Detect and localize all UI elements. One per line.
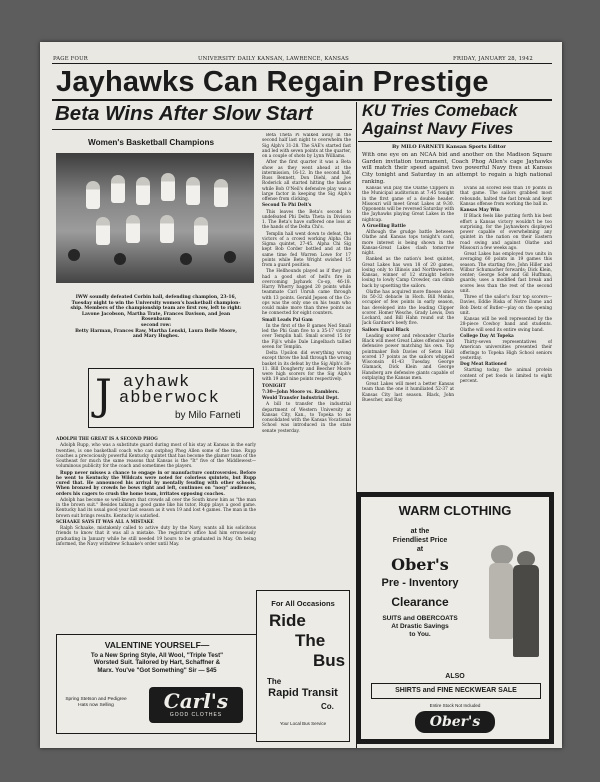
couple-illustration	[485, 541, 543, 663]
ad-copy-line: Worsted Suit. Tailored by Hart, Schaffner &	[93, 659, 221, 667]
paragraph: Great Lakes has employed two units in averaging 60 points in 19 games this season. The starting five, John Hiller and Wilbur Schumacher forwards; Dick Klein, center; George Sobe and Gil Huffman, guards; uses a modified fast break and scores less than the rest of the second unit.	[460, 252, 552, 294]
player-figure	[136, 177, 150, 205]
rt-the-2: The	[267, 677, 282, 686]
paragraph: Kansas will play the Olathe Clippers in the Municipal auditorium at 7:45 tonight in the first game of a double header. Missouri will meet Great Lakes at 9:30. Opponents will be reversed Saturday with the Jayhawks playing Great Lakes in the nightcap.	[362, 186, 454, 223]
player-figure	[126, 215, 140, 243]
player-figure	[161, 173, 175, 201]
jabberwock-logo-box	[88, 368, 254, 428]
ad-hats-line: Spring Stetson and Pedigree	[65, 697, 127, 702]
banner-rule	[52, 99, 552, 101]
caption-line: and Mary Hughes.	[132, 334, 180, 340]
paragraph: Olathe has acquired more finesse since its 50-32 debacle in Hoch. Bill Monks, occupier of few points in early season, has developed into the leading Clipper scorer. Homer Wesche, Grady Lewis, Don Lockard, and Bill Hahn round out the Jack Gardner's beefy five.	[362, 289, 454, 327]
obers-shirts-sale: SHIRTS and FINE NECKWEAR SALE	[371, 683, 541, 699]
paragraph: Starting today, the animal protein content of pet foods is limited to eight percent.	[460, 368, 552, 384]
obers-logo: Ober's	[415, 711, 495, 733]
ku-lede: With one eye on an NCAA bid and another on the Madison Square Garden invitation tournament, Coach Phog Allen's cage Jayhawks will match their speed against two powerful Navy fives at Kansas City tonight and Saturday in an attempt to regain a high national ranking.	[362, 152, 552, 185]
paragraph: Ranked as the nation's best quintet, Great Lakes has won 18 of 20 games, losing only to Illinois and Northwestern. Kansas, winner of 12 straight before losing to lowly Camp Crowder, can climb back by upsetting the sailors.	[362, 257, 454, 289]
rt-occasions: For All Occasions	[271, 599, 335, 608]
subhead: Small Leads Pal Gam	[262, 317, 313, 323]
subhead: Sailors Equal Black	[362, 327, 410, 333]
jabberwock-text	[56, 436, 256, 622]
photo-caption	[54, 295, 258, 340]
basketball	[114, 253, 126, 265]
subhead: Dog Meat Rationed	[460, 362, 507, 367]
beta-headline: Beta Wins After Slow Start	[55, 102, 313, 125]
obers-suits-line: SUITS and OBERCOATS	[382, 615, 458, 622]
rt-bus: Bus	[313, 651, 346, 670]
beta-story-column	[262, 133, 351, 655]
obers-suits	[365, 615, 475, 639]
paragraph: If Black feels like putting forth his best effort a Kansas victory wouldn't be too surprising, for the Jayhawkers displayed power capable of overwhelming any quintet in the nation on their Eastern road swing and against Olathe and Missouri a few weeks ago.	[460, 214, 552, 251]
ku-headline-line2: Against Navy Fives	[362, 120, 514, 138]
player-figure	[186, 177, 200, 205]
obers-savings: At Drastic Savings	[391, 623, 449, 630]
obers-at	[365, 527, 475, 554]
caption-line: second row:	[140, 322, 172, 328]
rt-local: Your Local Bus Service	[279, 721, 327, 726]
paragraph: Rupp never misses a chance to engage in or manufacture controversies. Before he went to Kentucky the Wildcats were noted for colorless quintets, but Rupp cured that. He announced his arrival by mentally feuding with other schools. When bronzed by crowds he bows right and left, continues on "nosy" audiences, orders his cagers to crush the home team, irritates opposing coaches.	[56, 470, 256, 497]
man-figure	[513, 565, 539, 657]
obers-pre-inventory: Pre - Inventory	[381, 577, 459, 589]
subhead: College Day At Topeka	[460, 333, 514, 339]
carls-sub: GOOD CLOTHES	[169, 712, 223, 718]
player-figure	[214, 179, 228, 207]
basketball	[180, 253, 192, 265]
caption-line: IWW soundly defeated Corbin hall, defending champion, 23-16,	[75, 295, 237, 300]
paragraph: Although the grudge battle between Olathe and Kansas tops tonight's card, more interest is being shown in the Kansas-Great Lakes clash tomorrow night.	[362, 230, 454, 256]
ku-column-b	[460, 186, 552, 516]
big-letter-j: J	[95, 370, 112, 419]
paragraph: Beta Theta Pi walked away in the second half last night to overwhelm the Sig Alph's 31-28. The SAE's started fast and led with seven points at the quarter, on a couple of shots by Lynn Williams.	[262, 133, 351, 159]
ad-copy-line: To a New Spring Style, All Wool, "Triple Test"	[90, 652, 224, 659]
newspaper-page	[40, 42, 562, 748]
caption-line: Tuesday night to win the University women's basketball champion-	[71, 300, 241, 306]
banner-headline: Jayhawks Can Regain Prestige	[56, 66, 489, 98]
player-figure	[96, 217, 110, 245]
column-subhead: SCHAAKE SAYS IT WAS ALL A MISTAKE	[56, 519, 154, 525]
ku-byline: By MILO FARNETI Kansan Sports Editor	[392, 144, 506, 150]
subhead: A Gruelling Battle	[362, 223, 406, 229]
column-name-line1: ayhawk	[123, 373, 191, 392]
obers-to-you: to You.	[409, 631, 431, 638]
masthead-rule	[52, 63, 552, 64]
paragraph: Evans all scored less than 10 points in that game. The sailors grabbed most rebounds, halted the fast break and kept Kansas offense from working the ball in.	[460, 186, 552, 207]
paragraph: This leaves the Beta's second to undefeated Phi Delta Theta in Division 1. The Beta's have suffered one loss at the hands of the Delta Chi's.	[262, 209, 351, 231]
carls-logo	[149, 687, 243, 723]
ku-headline-line1: KU Tries Comeback	[362, 102, 518, 120]
paragraph: Thirty-seven representatives of American universities presented their offerings to Topeka High School seniors yesterday.	[460, 340, 552, 361]
obers-at-line: at the	[410, 528, 430, 535]
woman-figure	[489, 563, 513, 639]
paragraph: Adolph has become so well-known that crowds all over the South know him as "the man in the brown suit." Besides talking a good game like his tutor, Rupp plays a good game. Kentucky had its usual good year last season as it won 19 and lost 4 games. The man in the brown suit brings results. Kentucky is satisfied.	[56, 497, 256, 519]
woman-hat-icon	[491, 545, 513, 565]
subhead: Kansas May Win	[460, 208, 500, 213]
rapid-transit-ad	[256, 590, 350, 742]
caption-line: Rosenbaum	[141, 317, 171, 323]
column-subhead: ADOLPH THE GREAT IS A SECOND PHOG	[56, 437, 158, 442]
rt-company: Rapid Transit	[268, 687, 338, 699]
ad-hats	[61, 697, 131, 709]
carls-brand: Carl's	[163, 689, 229, 713]
column-name-line2: abberwock	[119, 389, 220, 408]
page-number: PAGE FOUR	[53, 56, 88, 62]
paragraph: Kansas will be well represented by the 28-piece Cowboy band and students. Olathe will send its entire swing band.	[460, 317, 552, 333]
obers-also: ALSO	[445, 673, 465, 680]
caption-line: Betty Harman, Frances Raw, Martha Lenski, Laura Belle Moore,	[75, 328, 237, 334]
player-figure	[111, 175, 125, 203]
team-photo	[56, 153, 254, 283]
ad-headline: VALENTINE YOURSELF—	[104, 640, 210, 650]
rt-co: Co.	[321, 702, 334, 711]
obers-ad	[356, 492, 554, 744]
subhead: Second To Phi Delt's	[262, 203, 312, 209]
column-byline: by Milo Farneti	[175, 410, 241, 421]
caption-line: Lavone Jacobson, Martha Trate, Frances Davison, and Jean	[81, 311, 231, 317]
paragraph: Leading scorer and rebounder Charlie Black will meet Great Lakes offensive and defensive power matching his own. Top pointmaker Bob Davies of Seton Hall scored 17 points as the sailors whipped Wisconsin 61-43 Tuesday. George Glamack, Dick Klein and George Hansberg are defensive giants capable of outplaying the Kansas men.	[362, 333, 454, 381]
paragraph: Delta Upsilon did everything wrong except throw the ball through the wrong basket in its defeat by the Sig Alph's 38-11. Bill Dougherty and Beecher Moore were high scorers for the Sig Alph's with 19 and nine points respectively.	[262, 351, 351, 383]
paragraph: Templin hall went down to defeat, the victors of a crowd working Alpha Chi Sigma quintet, 27-45. Alpha Chi Sig kept Bob Corder bottled and at the same time fed Warren Lowe for 17 points while Bete Wright swished 15 from a guard position.	[262, 231, 351, 268]
schedule-line: 7:30—John Moore vs. Ramblers.	[262, 389, 339, 395]
ku-column-a	[362, 186, 454, 516]
obers-friendliest: Friendliest Price	[392, 537, 448, 544]
left-head-rule	[52, 129, 352, 130]
subhead: TONIGHT	[262, 383, 286, 389]
player-figure	[86, 181, 100, 209]
basketball	[68, 249, 80, 261]
ad-copy	[57, 652, 257, 674]
ad-copy-line: Marx. You've "Got Something" Sir — $45	[97, 666, 217, 674]
carls-ad	[56, 634, 258, 734]
paragraph: After the first quarter it was a Beta show as they went ahead at the intermission, 16-12. In the second half, Russ Bennett, Don Diehl, and Joe Roderick all started hitting the basket while Bob O'Neil's defensive play was a large factor in keeping the Sig Alph's offense from clicking.	[262, 160, 351, 202]
paragraph: Great Lakes will meet a better Kansas team than the one it humiliated 52-37 at Kansas City last season. Black, John Buescher, and Ray	[362, 382, 454, 403]
obers-entire-stock: Entire Stock Not Included	[429, 703, 481, 708]
player-figure	[160, 215, 174, 243]
player-figure	[194, 217, 208, 245]
paragraph: A bill to transfer the industrial department of Western University at Kansas City, Kan., to Topeka to be consolidated with the Kansas Vocational School was introduced in the state senate yesterday.	[262, 402, 351, 434]
obers-at2: at	[416, 546, 424, 553]
issue-date: FRIDAY, JANUARY 28, 1942	[453, 56, 533, 62]
photo-title: Women's Basketball Champions	[88, 138, 215, 147]
ad-hats-line: Hats now Selling	[78, 703, 114, 708]
caption-line: ship. Members of the championship team are first row, left to right:	[70, 306, 242, 312]
rt-the: The	[295, 631, 326, 650]
basketball	[224, 251, 236, 263]
paragraph: In the first of the B games Ned Small led the Phi Gam five to a 35-17 victory over Templin hall. Small scored 15 for the Fiji's while Dale Lingelbach tallied seven for Templin.	[262, 323, 351, 350]
subhead: Would Transfer Industrial Dept.	[262, 396, 339, 401]
paragraph: Three of the sailor's four top scorers—Davies, Eddie Riska of Notre Dame and Bob Dietz of Butler—play on the opening unit.	[460, 295, 552, 316]
obers-name: Ober's	[391, 555, 449, 574]
obers-title: WARM CLOTHING	[398, 503, 512, 518]
paragraph: Ralph Schaake, mistakenly called to active duty by the Navy, wants all his solicitous friends to know that it was all a mistake. The registrar's office had him erroneously graduating in January while he still needed 19 hours to be graduated in May. On being informed, the Navy withdrew Schaake's order until May.	[56, 526, 256, 547]
paper-name: UNIVERSITY DAILY KANSAN, LAWRENCE, KANSAS	[198, 56, 349, 62]
obers-clearance: Clearance	[391, 595, 449, 609]
paragraph: The Hellhounds played as if they just had a good shot of hell's fire in overcoming Jayhawk Co-op, 46-18. Harry Wherry bagged 20 points while teammate Carl Unruh came through with 13 points. Gerald Jepsen of the Co-ops was the only one on his team who could make more than three points as he connected for eight counters.	[262, 269, 351, 317]
right-head-rule	[358, 141, 552, 142]
paragraph: Adolph Rupp, who was a substitute guard during most of his stay at Kansas in the early twenties, is one basketball coach who can outphog Phog Allen some of the time. Rupp coaches a precociously powerful Kentucky quintet that has become the glamor team of the Southeast for much the same reasons that Kansas is the "It" five of the Middlewest—voluminous publicity for the coach and sometimes the players.	[56, 443, 256, 470]
rt-ride: Ride	[269, 611, 306, 630]
